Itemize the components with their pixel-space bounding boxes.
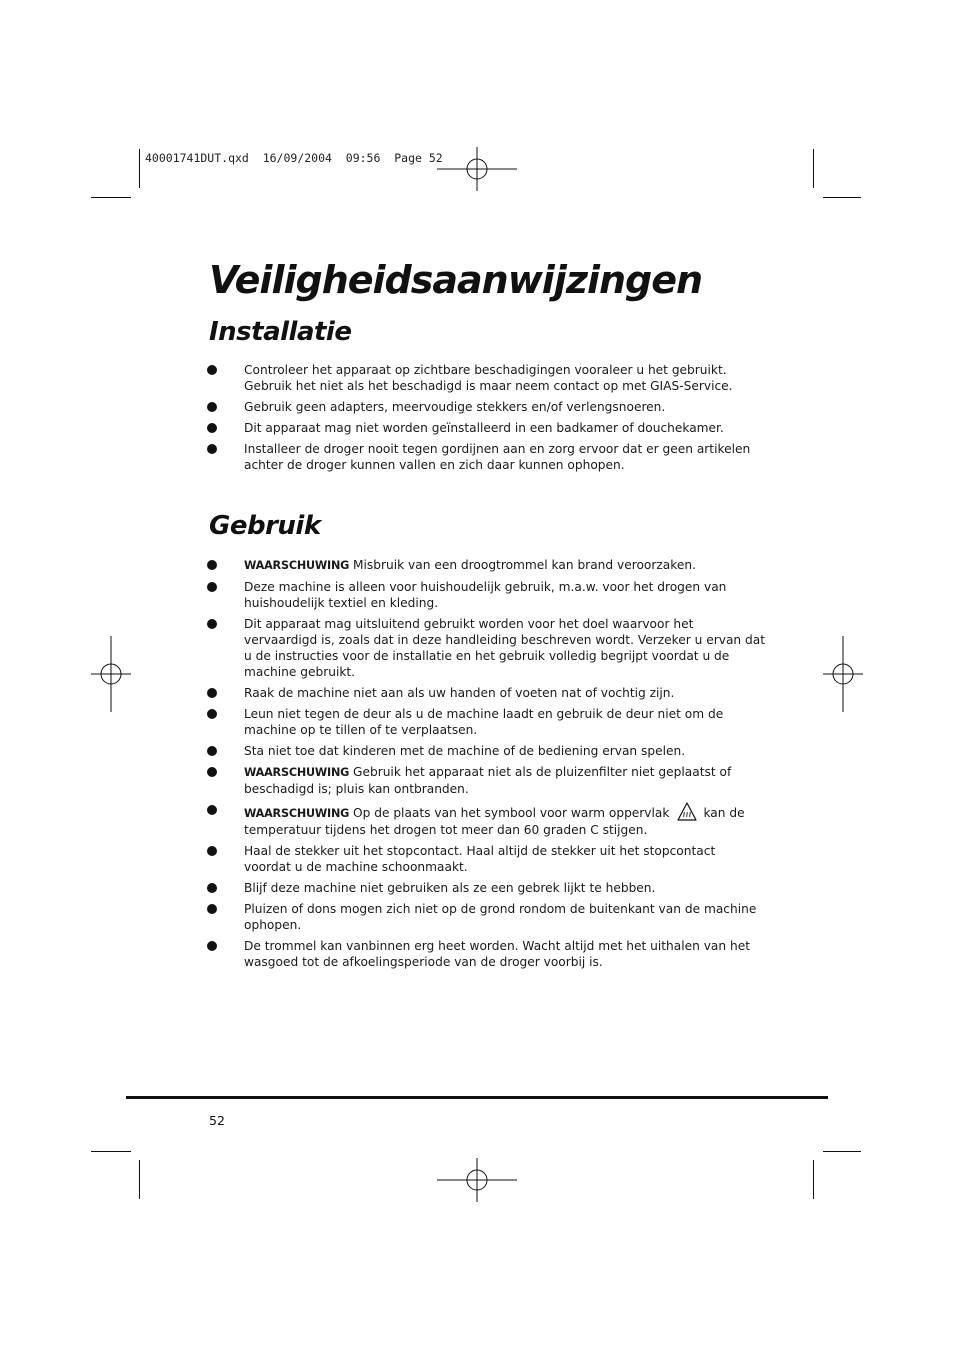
item-text: Dit apparaat mag uitsluitend gebruikt worden voor het doel waarvoor het vervaardigd is, zoals dat in deze handleiding beschreven wordt. Verzeker u ervan dat u de instructies voor de installatie en het gebruik volledig begrijpt voordat u de machine gebruikt. (244, 617, 765, 679)
item-text: Dit apparaat mag niet worden geïnstalleerd in een badkamer of douchekamer. (244, 421, 724, 435)
item-text: Gebruik geen adapters, meervoudige stekkers en/of verlengsnoeren. (244, 400, 666, 414)
list-item (205, 420, 765, 436)
crop-mark-bottom-right-vertical (813, 1160, 814, 1199)
list-item (205, 685, 765, 701)
bullet-icon (207, 746, 217, 756)
item-text: Misbruik van een droogtrommel kan brand veroorzaken. (349, 558, 696, 572)
list-item (205, 441, 765, 473)
list-item (205, 764, 765, 797)
list-item (205, 843, 765, 875)
crop-mark-bottom-right-horizontal (823, 1151, 861, 1152)
list-item (205, 938, 765, 970)
warning-label: WAARSCHUWING (244, 559, 350, 572)
item-text: Leun niet tegen de deur als u de machine laadt en gebruik de deur niet om de machine op te tillen of te verplaatsen. (244, 707, 724, 737)
list-item (205, 743, 765, 759)
item-text: Installeer de droger nooit tegen gordijnen aan en zorg ervoor dat er geen artikelen achter de droger kunnen vallen en zich daar kunnen ophopen. (244, 442, 751, 472)
page-number: 52 (209, 1113, 225, 1128)
warning-label: WAARSCHUWING (244, 807, 350, 820)
crop-mark-top-left-vertical (139, 149, 140, 188)
registration-mark-bottom-icon (437, 1158, 517, 1202)
item-text: Op de plaats van het symbool voor warm oppervlak (349, 806, 670, 820)
warning-label: WAARSCHUWING (244, 766, 350, 779)
installatie-list (205, 362, 765, 478)
bullet-icon (207, 423, 217, 433)
list-item (205, 362, 765, 394)
bullet-icon (207, 619, 217, 629)
list-item (205, 579, 765, 611)
item-text: Deze machine is alleen voor huishoudelijk gebruik, m.a.w. voor het drogen van huishoudelijk textiel en kleding. (244, 580, 727, 610)
crop-mark-top-left-horizontal (91, 197, 131, 198)
bullet-icon (207, 444, 217, 454)
crop-mark-top-right-vertical (813, 149, 814, 188)
print-slug: 40001741DUT.qxd 16/09/2004 09:56 Page 52 (145, 151, 443, 165)
bullet-icon (207, 767, 217, 777)
gebruik-list (205, 557, 765, 975)
list-item (205, 616, 765, 680)
bullet-icon (207, 709, 217, 719)
section-heading-installatie: Installatie (209, 317, 352, 347)
bullet-icon (207, 846, 217, 856)
bullet-icon (207, 688, 217, 698)
list-item (205, 880, 765, 896)
crop-mark-bottom-left-horizontal (91, 1151, 131, 1152)
list-item (205, 706, 765, 738)
list-item (205, 901, 765, 933)
registration-mark-left-icon (91, 636, 131, 712)
bullet-icon (207, 402, 217, 412)
bullet-icon (207, 904, 217, 914)
registration-mark-right-icon (823, 636, 863, 712)
item-text: Sta niet toe dat kinderen met de machine of de bediening ervan spelen. (244, 744, 686, 758)
list-item (205, 802, 765, 838)
hot-surface-warning-icon (677, 802, 697, 821)
crop-mark-top-right-horizontal (823, 197, 861, 198)
page-title: Veiligheidsaanwijzingen (209, 258, 703, 302)
bullet-icon (207, 365, 217, 375)
crop-mark-bottom-left-vertical (139, 1160, 140, 1199)
bullet-icon (207, 805, 217, 815)
item-text: Controleer het apparaat op zichtbare beschadigingen vooraleer u het gebruikt. Gebruik het niet als het beschadigd is maar neem contact op met GIAS-Service. (244, 363, 733, 393)
item-text: Gebruik het apparaat niet als de pluizenfilter niet geplaatst of beschadigd is; pluis kan ontbranden. (244, 765, 732, 796)
item-text: Raak de machine niet aan als uw handen of voeten nat of vochtig zijn. (244, 686, 675, 700)
bullet-icon (207, 560, 217, 570)
item-text: De trommel kan vanbinnen erg heet worden. Wacht altijd met het uithalen van het wasgoed tot de afkoelingsperiode van de droger voorbij is. (244, 939, 750, 969)
list-item (205, 399, 765, 415)
item-text: Pluizen of dons mogen zich niet op de grond rondom de buitenkant van de machine ophopen. (244, 902, 757, 932)
item-text: Haal de stekker uit het stopcontact. Haal altijd de stekker uit het stopcontact voordat u de machine schoonmaakt. (244, 844, 716, 874)
section-heading-gebruik: Gebruik (209, 511, 321, 541)
registration-mark-top-icon (437, 147, 517, 191)
item-text: Blijf deze machine niet gebruiken als ze een gebrek lijkt te hebben. (244, 881, 656, 895)
bullet-icon (207, 883, 217, 893)
item-text-after: kan de temperatuur tijdens het drogen tot meer dan 60 graden C stijgen. (244, 806, 745, 837)
bullet-icon (207, 941, 217, 951)
footer-rule (126, 1096, 828, 1099)
bullet-icon (207, 582, 217, 592)
list-item (205, 557, 765, 574)
